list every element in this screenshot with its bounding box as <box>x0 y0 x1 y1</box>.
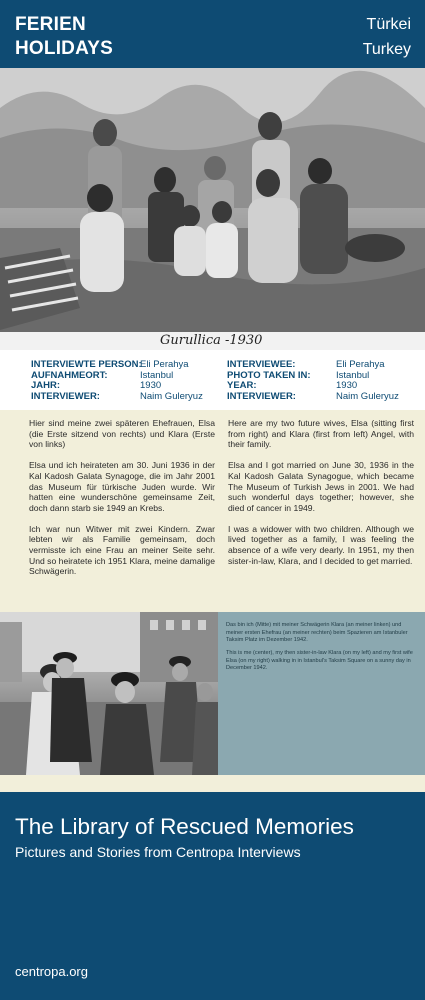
meta-value: Naim Guleryuz <box>336 390 399 402</box>
country-german: Türkei <box>366 16 411 33</box>
footer-title: The Library of Rescued Memories <box>15 814 354 839</box>
meta-key: YEAR: <box>227 380 257 391</box>
meta-value: Istanbul <box>336 369 370 381</box>
handwritten-caption: Gurullica -1930 <box>160 333 263 348</box>
caption-english: This is me (center), my then sister-in-law Klara (on my left) and my first wife Elsa (on my right) walking in in Istanbul's Taksim Square on a sunny day in December 1942. <box>226 650 413 672</box>
meta-value: Istanbul <box>140 369 174 381</box>
story-paragraph: I was a widower with two children. Although we lived together as a family, I was feeling the absence of a wife very dearly. In 1951, my then sister-in-law, Klara, and I decided to get married. <box>228 523 414 566</box>
story-paragraph: Ich war nun Witwer mit zwei Kindern. Zwar lebten wir als Familie gemeinsam, doch vermisste ich eine Frau an meiner Seite sehr. Und so heiratete ich 1951 Klara, meine damalige Schwägerin. <box>29 523 215 577</box>
meta-values-english <box>336 360 399 402</box>
footer <box>0 792 425 1000</box>
meta-value: Eli Perahya <box>140 359 189 370</box>
caption-german: Das bin ich (Mitte) mit meiner Schwägerin Klara (an meiner linken) und meiner ersten Ehefrau (an meiner rechten) beim Spazieren am Istanbuler Taksim Platz im Dezember 1942. <box>226 622 408 644</box>
story-paragraph: Elsa and I got married on June 30, 1936 in the Kal Kadosh Galata Synagogue, which became The Museum of Turkish Jews in 2001. We had such wonderful days together; however, she died of cancer in 1949. <box>228 460 414 513</box>
cream-divider <box>0 775 425 792</box>
family-photo <box>0 68 425 350</box>
street-photo-caption <box>218 612 425 775</box>
meta-value: Naim Guleryuz <box>140 390 203 402</box>
meta-key: INTERVIEWER: <box>31 390 100 402</box>
title-english: HOLIDAYS <box>15 38 114 59</box>
story-paragraph: Elsa und ich heirateten am 30. Juni 1936 in der Kal Kadosh Galata Synagoge, die im Jahr 2001 das Museum für türkische Juden wurde. Wir hatten eine wunderschöne gemeinsame Zeit, doch dann starb sie 1949 an Krebs. <box>29 460 215 513</box>
story-german <box>29 418 215 587</box>
meta-keys-english <box>227 360 311 402</box>
meta-key: JAHR: <box>31 380 61 391</box>
header-bar <box>0 0 425 68</box>
street-photo <box>0 612 218 775</box>
story-english <box>228 418 414 576</box>
website-link[interactable]: centropa.org <box>15 964 88 979</box>
meta-key: INTERVIEWER: <box>227 390 296 402</box>
meta-value: Eli Perahya <box>336 359 385 370</box>
family-photo-illustration <box>0 68 425 350</box>
story-paragraph: Here are my two future wives, Elsa (sitting first from right) and Klara (first from left) Angel, with their family. <box>228 418 414 450</box>
meta-keys-german <box>31 360 142 402</box>
meta-value: 1930 <box>336 380 358 391</box>
meta-key: PHOTO TAKEN IN: <box>227 369 311 381</box>
meta-key: AUFNAHMEORT: <box>31 369 108 381</box>
meta-values-german <box>140 360 203 402</box>
meta-key: INTERVIEWTE PERSON: <box>31 359 142 370</box>
meta-key: INTERVIEWEE: <box>227 359 296 370</box>
footer-subtitle: Pictures and Stories from Centropa Interviews <box>15 844 301 860</box>
title-german: FERIEN <box>15 14 86 35</box>
interview-metadata <box>0 350 425 410</box>
meta-value: 1930 <box>140 380 162 391</box>
country-english: Turkey <box>362 41 411 58</box>
story-section <box>0 410 425 612</box>
street-photo-illustration <box>0 612 218 775</box>
story-paragraph: Hier sind meine zwei späteren Ehefrauen, Elsa (die Erste sitzend von rechts) und Klara (Erste von links) <box>29 418 215 450</box>
